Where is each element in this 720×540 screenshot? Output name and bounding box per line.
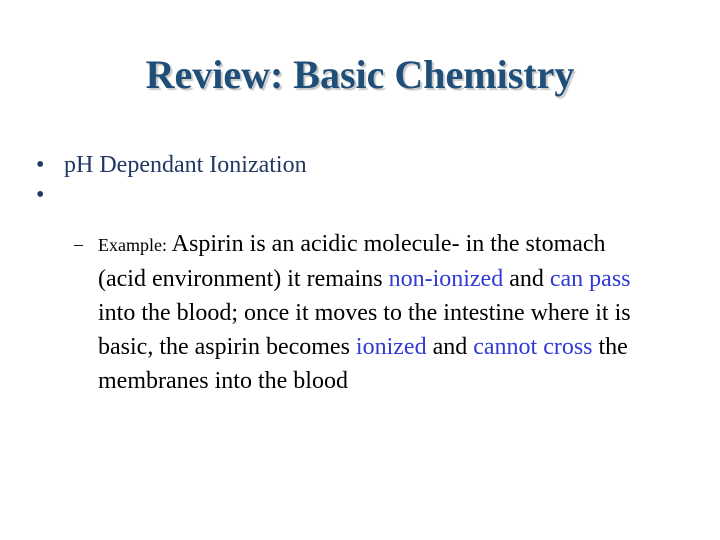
sub-bullet — [74, 227, 654, 398]
paragraph-segment: and — [503, 266, 550, 292]
bullet-text: pH Dependant Ionization — [64, 152, 307, 178]
bullet-list — [36, 150, 686, 210]
slide-title: Review: Basic Chemistry — [145, 52, 575, 97]
highlight-ionized: ionized — [355, 334, 427, 360]
highlight-cannot-cross: cannot cross — [473, 334, 593, 360]
bullet-marker: • — [36, 182, 45, 208]
paragraph-segment: the membranes into the blood — [98, 334, 628, 394]
bullet-item — [36, 180, 686, 210]
bullet-marker: • — [36, 152, 45, 178]
highlight-non-ionized: non-ionized — [388, 266, 504, 292]
example-paragraph — [98, 227, 654, 398]
paragraph-segment: and — [426, 334, 474, 360]
example-lead: Example: — [98, 235, 167, 255]
paragraph-segment: Aspirin is an acidic molecule- in the stomach (acid environment) it remains — [98, 231, 606, 292]
bullet-item — [36, 150, 686, 180]
highlight-can-pass: can pass — [549, 266, 631, 292]
sub-bullet-marker: – — [74, 234, 83, 254]
paragraph-segment: into the blood; once it moves to the intestine where it is basic, the aspirin becomes — [98, 300, 631, 360]
